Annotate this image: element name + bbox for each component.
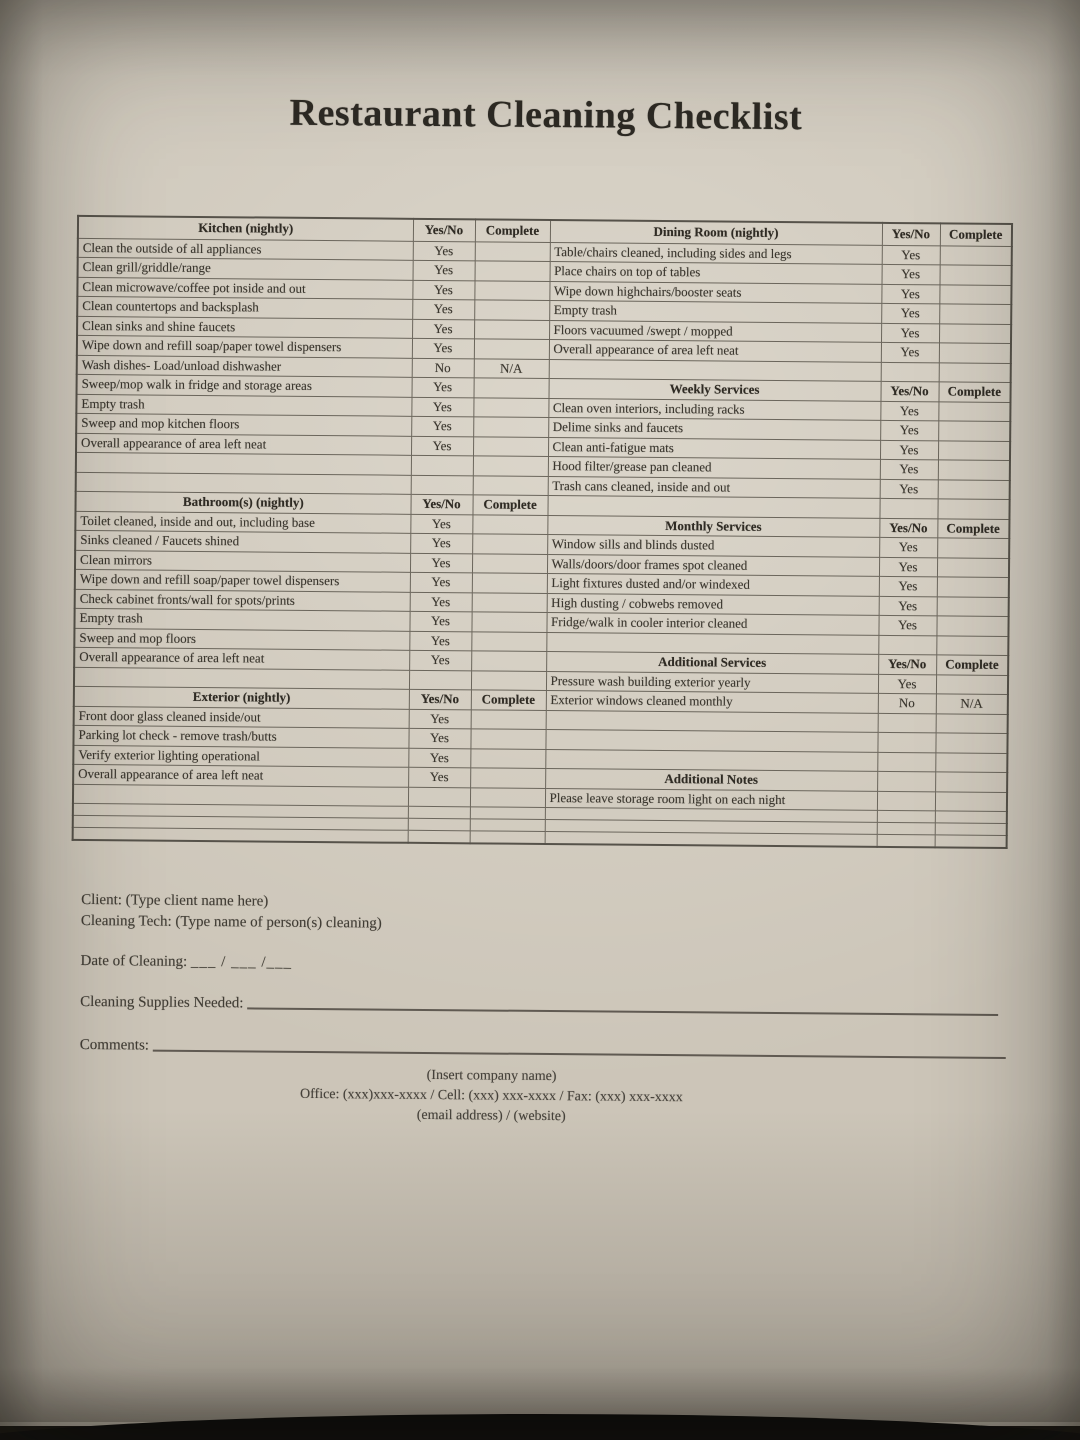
empty-cell [471,651,546,671]
empty-cell [473,417,548,437]
empty-cell [877,771,935,791]
empty-cell [937,596,1009,616]
empty-cell [938,401,1010,421]
status-cell: Yes [879,596,937,616]
empty-cell [938,440,1010,460]
empty-cell [938,460,1010,480]
date-blanks: ___ / ___ /___ [190,953,293,971]
status-cell: N/A [474,358,549,378]
section-header-cell: Yes/No [878,654,936,674]
status-cell: Yes [410,533,472,553]
empty-cell [936,635,1008,655]
empty-cell [475,261,550,281]
empty-cell [474,378,549,398]
task-cell: Exterior windows cleaned monthly [546,691,878,713]
empty-cell [470,768,545,788]
task-cell: Floors vacuumed /swept / mopped [549,320,881,342]
empty-cell [471,612,546,632]
status-cell: Yes [409,611,471,631]
status-cell: Yes [881,323,939,343]
status-cell: No [878,693,936,713]
status-cell: Yes [881,342,939,362]
empty-cell [935,733,1007,753]
task-cell: Wash dishes- Load/unload dishwasher [77,355,412,377]
task-cell: Empty trash [549,301,881,323]
empty-cell [939,323,1011,343]
section-header-cell: Complete [475,219,550,242]
document-title: Restaurant Cleaning Checklist [289,91,803,139]
section-header-cell: Yes/No [409,689,471,709]
task-cell: Light fixtures dusted and/or windexed [547,574,879,596]
status-cell: Yes [410,572,472,592]
task-cell: Toilet cleaned, inside and out, including base [75,511,410,533]
empty-cell [877,810,935,823]
empty-cell [877,732,935,752]
comments-label: Comments: [79,1036,150,1054]
empty-cell [411,455,473,475]
empty-cell [936,674,1008,694]
empty-cell [411,475,473,495]
status-cell: N/A [936,694,1008,714]
section-header-cell: Additional Notes [545,768,877,790]
empty-cell [470,748,545,768]
task-cell: Sweep and mop kitchen floors [76,413,411,435]
status-cell: Yes [410,514,472,534]
status-cell: Yes [411,397,473,417]
empty-cell [473,475,548,495]
section-header-cell: Monthly Services [547,515,879,537]
empty-cell [937,499,1009,519]
empty-cell [474,339,549,359]
task-cell: Clean anti-fatigue mats [548,437,880,459]
empty-cell [472,592,547,612]
task-cell: Wipe down and refill soap/paper towel dispensers [75,569,410,591]
status-cell: Yes [880,459,938,479]
task-cell: Place chairs on top of tables [550,262,882,284]
status-cell: Yes [882,245,940,265]
task-cell: Clean countertops and backsplash [77,296,412,318]
task-cell: Overall appearance of area left neat [76,433,411,455]
task-cell: Delime sinks and faucets [548,418,880,440]
section-header-cell: Complete [938,382,1010,402]
section-header-cell: Yes/No [880,381,938,401]
status-cell: Yes [411,416,473,436]
status-cell: Yes [412,299,474,319]
empty-cell [472,553,547,573]
cleaning-tech-label: Cleaning Tech: (Type name of person(s) cleaning) [80,912,382,932]
checklist-table [72,215,1013,849]
empty-cell [877,822,935,835]
empty-cell [470,787,545,807]
section-header-cell: Yes/No [410,494,472,514]
empty-cell [470,831,545,844]
empty-cell [935,811,1007,824]
empty-cell [878,635,936,655]
status-cell: Yes [882,264,940,284]
empty-cell [471,670,546,690]
empty-cell [545,831,877,846]
task-cell: Empty trash [74,608,409,630]
task-cell: Fridge/walk in cooler interior cleaned [546,613,878,635]
section-header-cell: Yes/No [882,223,940,246]
empty-cell [474,280,549,300]
empty-cell [474,300,549,320]
status-cell: Yes [412,319,474,339]
empty-cell [474,319,549,339]
status-cell: Yes [411,436,473,456]
empty-cell [73,827,408,842]
section-header-cell: Complete [940,223,1012,246]
status-cell: Yes [879,537,937,557]
empty-cell [408,806,470,819]
empty-cell [877,752,935,772]
empty-cell [940,245,1012,265]
status-cell: Yes [878,674,936,694]
task-cell: Wipe down highchairs/booster seats [549,281,881,303]
status-cell: Yes [409,709,471,729]
status-cell: Yes [880,420,938,440]
task-cell: Hood filter/grease pan cleaned [548,457,880,479]
status-cell: Yes [412,280,474,300]
empty-cell [473,397,548,417]
client-block [81,890,382,935]
empty-cell [939,304,1011,324]
blank-line [247,1007,998,1016]
empty-cell [935,791,1007,811]
task-cell: Clean sinks and shine faucets [77,316,412,338]
cleaning-supplies-line [80,994,998,1019]
section-header-cell: Complete [937,518,1009,538]
empty-cell [408,787,470,807]
checklist-table-body [73,216,1012,848]
status-cell: Yes [412,338,474,358]
empty-cell [473,436,548,456]
empty-cell [936,616,1008,636]
status-cell: Yes [408,748,470,768]
date-of-cleaning-line [80,953,292,972]
task-cell: Sweep/mop walk in fridge and storage areas [77,374,412,396]
task-cell: Front door glass cleaned inside/out [74,706,409,728]
empty-cell [936,713,1008,733]
empty-cell [877,834,935,847]
task-cell: Sinks cleaned / Faucets shined [75,530,410,552]
status-cell: Yes [413,260,475,280]
task-cell: Clean grill/griddle/range [78,257,413,279]
task-cell: Check cabinet fronts/wall for spots/prints [75,589,410,611]
section-header-cell: Complete [936,655,1008,675]
status-cell: Yes [408,728,470,748]
empty-cell [939,343,1011,363]
company-block [0,1062,992,1131]
status-cell: Yes [410,592,472,612]
client-label: Client: (Type client name here) [81,891,269,910]
status-cell: Yes [879,576,937,596]
empty-cell [935,823,1007,836]
status-cell: Yes [881,303,939,323]
task-cell: Clean oven interiors, including racks [548,398,880,420]
section-header-cell: Bathroom(s) (nightly) [76,491,411,513]
company-name-placeholder: (Insert company name) [426,1067,557,1085]
empty-cell [878,713,936,733]
empty-cell [879,498,937,518]
empty-cell [881,362,939,382]
company-phone-line: Office: (xxx)xxx-xxxx / Cell: (xxx) xxx-xxxx / Fax: (xxx) xxx-xxxx [299,1086,683,1106]
status-cell: Yes [879,557,937,577]
status-cell: Yes [880,401,938,421]
task-cell: Parking lot check - remove trash/butts [73,725,408,747]
section-header-cell: Yes/No [879,518,937,538]
task-cell: Table/chairs cleaned, including sides and legs [550,242,882,264]
blank-line [153,1050,1006,1059]
section-header-cell: Weekly Services [549,379,881,401]
section-header-cell: Exterior (nightly) [74,686,409,708]
empty-cell [471,709,546,729]
status-cell: Yes [881,284,939,304]
task-cell: Clean mirrors [75,550,410,572]
status-cell: Yes [408,767,470,787]
empty-cell [937,538,1009,558]
empty-cell [470,807,545,820]
section-header-cell: Complete [471,690,546,710]
task-cell: Empty trash [76,394,411,416]
section-header-cell: Yes/No [413,219,475,242]
task-cell: Sweep and mop floors [74,628,409,650]
cleaning-supplies-label: Cleaning Supplies Needed: [80,993,244,1012]
empty-cell [940,265,1012,285]
empty-cell [472,573,547,593]
task-cell: Pressure wash building exterior yearly [546,671,878,693]
comments-line [80,1037,1006,1062]
empty-cell [937,557,1009,577]
task-cell: Trash cans cleaned, inside and out [548,476,880,498]
empty-cell [470,729,545,749]
empty-cell [935,772,1007,792]
empty-cell [937,577,1009,597]
task-cell: Please leave storage room light on each night [545,788,877,810]
status-cell: Yes [878,615,936,635]
status-cell: Yes [880,479,938,499]
status-cell: Yes [409,650,471,670]
task-cell: Clean microwave/coffee pot inside and out [77,277,412,299]
task-cell: High dusting / cobwebs removed [547,593,879,615]
status-cell: Yes [413,241,475,261]
empty-cell [472,514,547,534]
empty-cell [939,284,1011,304]
task-cell: Verify exterior lighting operational [73,745,408,767]
task-cell: Overall appearance of area left neat [549,340,881,362]
empty-cell [409,670,471,690]
section-header-cell: Dining Room (nightly) [550,220,882,245]
empty-cell [470,819,545,832]
empty-cell [471,631,546,651]
task-cell: Overall appearance of area left neat [73,764,408,786]
status-cell: Yes [410,553,472,573]
empty-cell [935,835,1007,848]
task-cell: Walls/doors/door frames spot cleaned [547,554,879,576]
empty-cell [938,421,1010,441]
empty-cell [472,534,547,554]
empty-cell [408,830,470,843]
empty-cell [475,241,550,261]
task-cell: Overall appearance of area left neat [74,647,409,669]
section-header-cell: Kitchen (nightly) [78,216,413,241]
status-cell: Yes [409,631,471,651]
empty-cell [935,752,1007,772]
section-header-cell: Complete [472,495,547,515]
status-cell: No [412,358,474,378]
empty-cell [939,362,1011,382]
task-cell: Wipe down and refill soap/paper towel dispensers [77,335,412,357]
status-cell: Yes [412,377,474,397]
task-cell: Clean the outside of all appliances [78,238,413,260]
date-of-cleaning-label: Date of Cleaning: [80,952,188,970]
empty-cell [408,818,470,831]
empty-cell [877,791,935,811]
empty-cell [473,456,548,476]
section-header-cell: Additional Services [546,652,878,674]
task-cell: Window sills and blinds dusted [547,535,879,557]
empty-cell [938,479,1010,499]
status-cell: Yes [880,440,938,460]
company-email-line: (email address) / (website) [416,1107,566,1125]
